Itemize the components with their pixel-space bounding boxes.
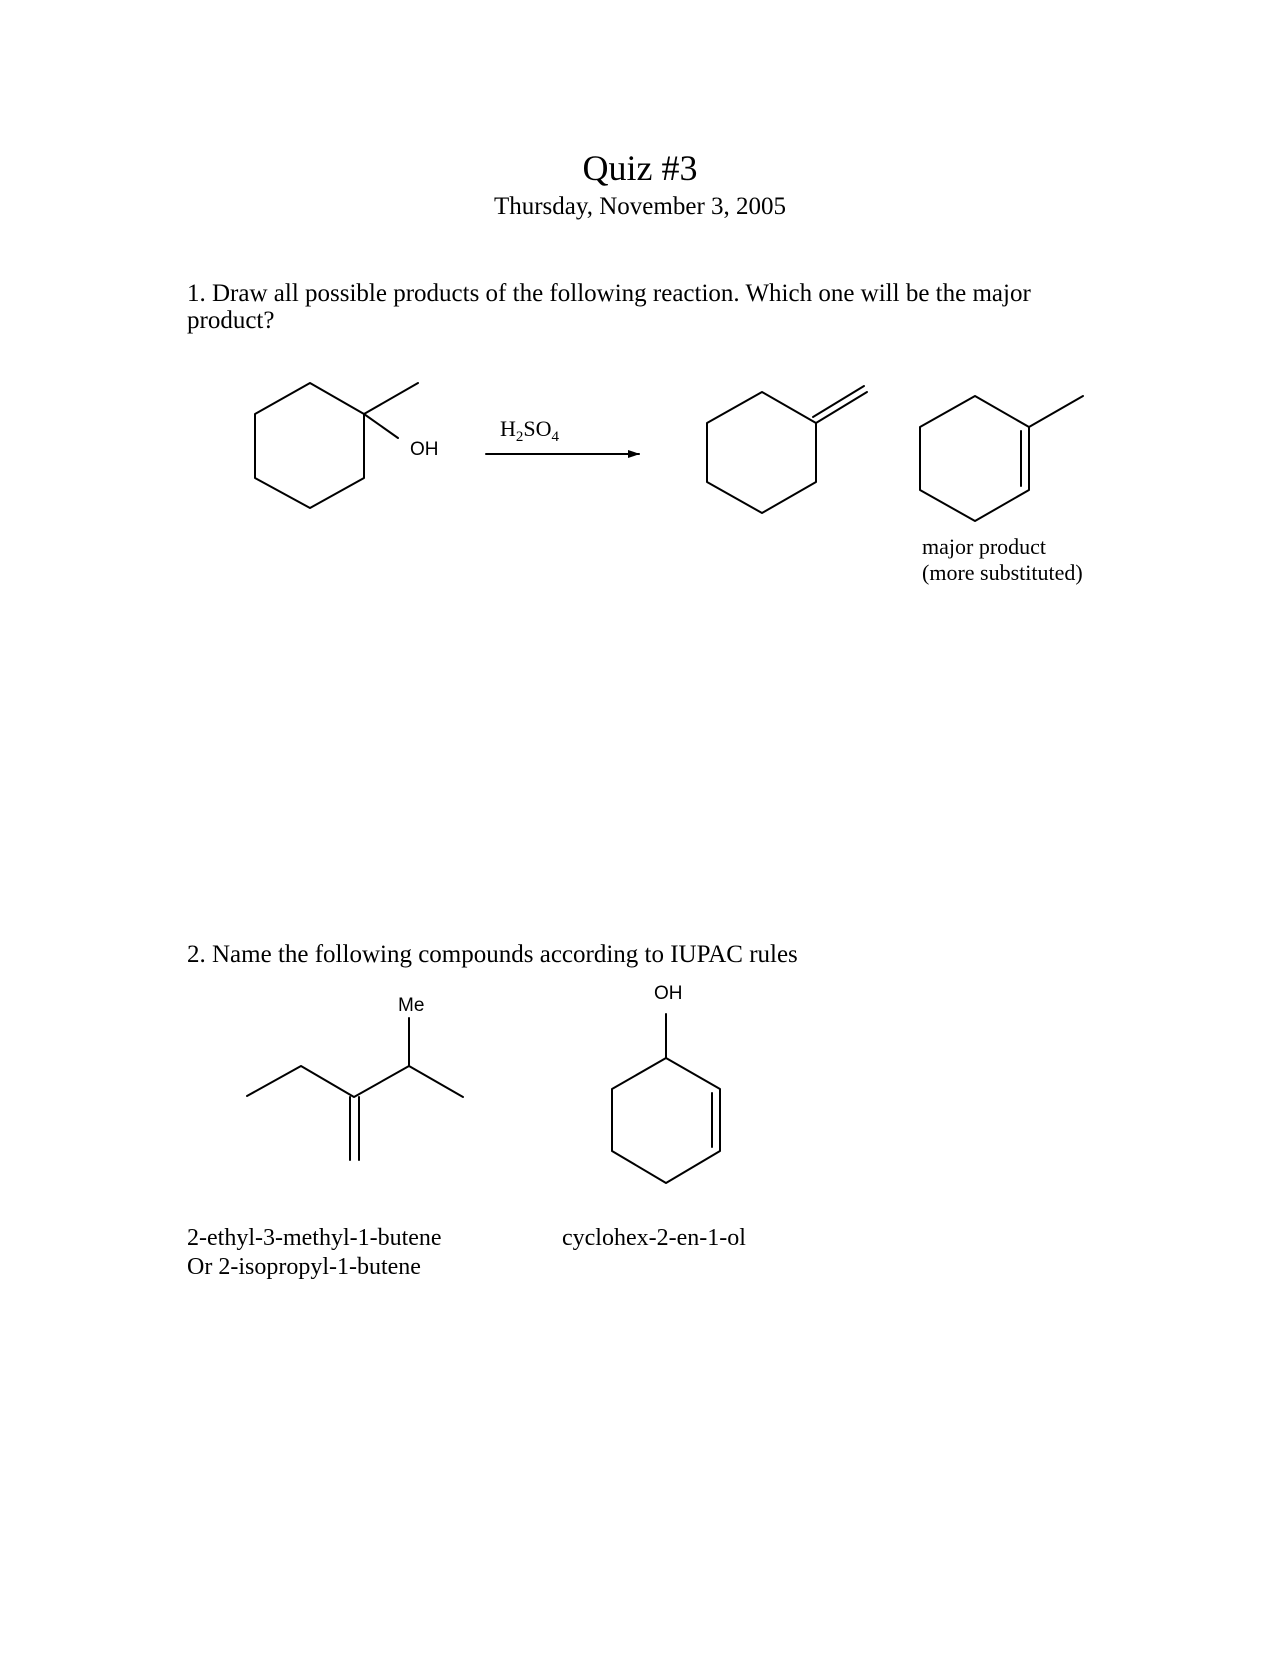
product-methylcyclohexene [920,396,1083,521]
reagent-label: $H_2SO_4$ [500,416,560,445]
reactant-ring [255,383,364,508]
compound-1-me-label: Me [398,995,425,1016]
product-2-ring [920,396,1029,521]
reactant-methylcyclohexanol [255,383,418,508]
product-2-methyl-bond [1029,396,1083,427]
reactant-oh-label: OH [410,439,439,460]
compound-1-alt-name: Or 2-isopropyl-1-butene [187,1254,421,1280]
question-1-text: 1. Draw all possible products of the following reaction. Which one will be the major [187,280,1031,307]
quiz-date: Thursday, November 3, 2005 [493,193,787,220]
question-2-text: 2. Name the following compounds according to IUPAC rules [187,941,798,968]
question-1-text-cont: product? [187,307,275,334]
product-1-double-bond-a [816,392,867,423]
major-product-note: major product [922,534,1047,559]
compound-2-name: cyclohex-2-en-1-ol [562,1225,746,1251]
compound-1-name: 2-ethyl-3-methyl-1-butene [187,1225,442,1251]
compound-1-chain [247,1066,463,1097]
reactant-oh-bond [364,414,398,438]
major-product-reason: (more substituted) [922,560,1083,585]
compound-2-oh-label: OH [654,983,683,1004]
product-1-ring [707,392,816,513]
compound-2-structure [612,1014,720,1183]
compound-1-structure [247,1018,463,1160]
product-methylenecyclohexane [707,386,867,513]
product-1-double-bond-b [813,386,864,417]
reactant-methyl-bond [364,383,418,414]
page-title: Quiz #3 [582,148,698,188]
compound-2-ring [612,1058,720,1183]
